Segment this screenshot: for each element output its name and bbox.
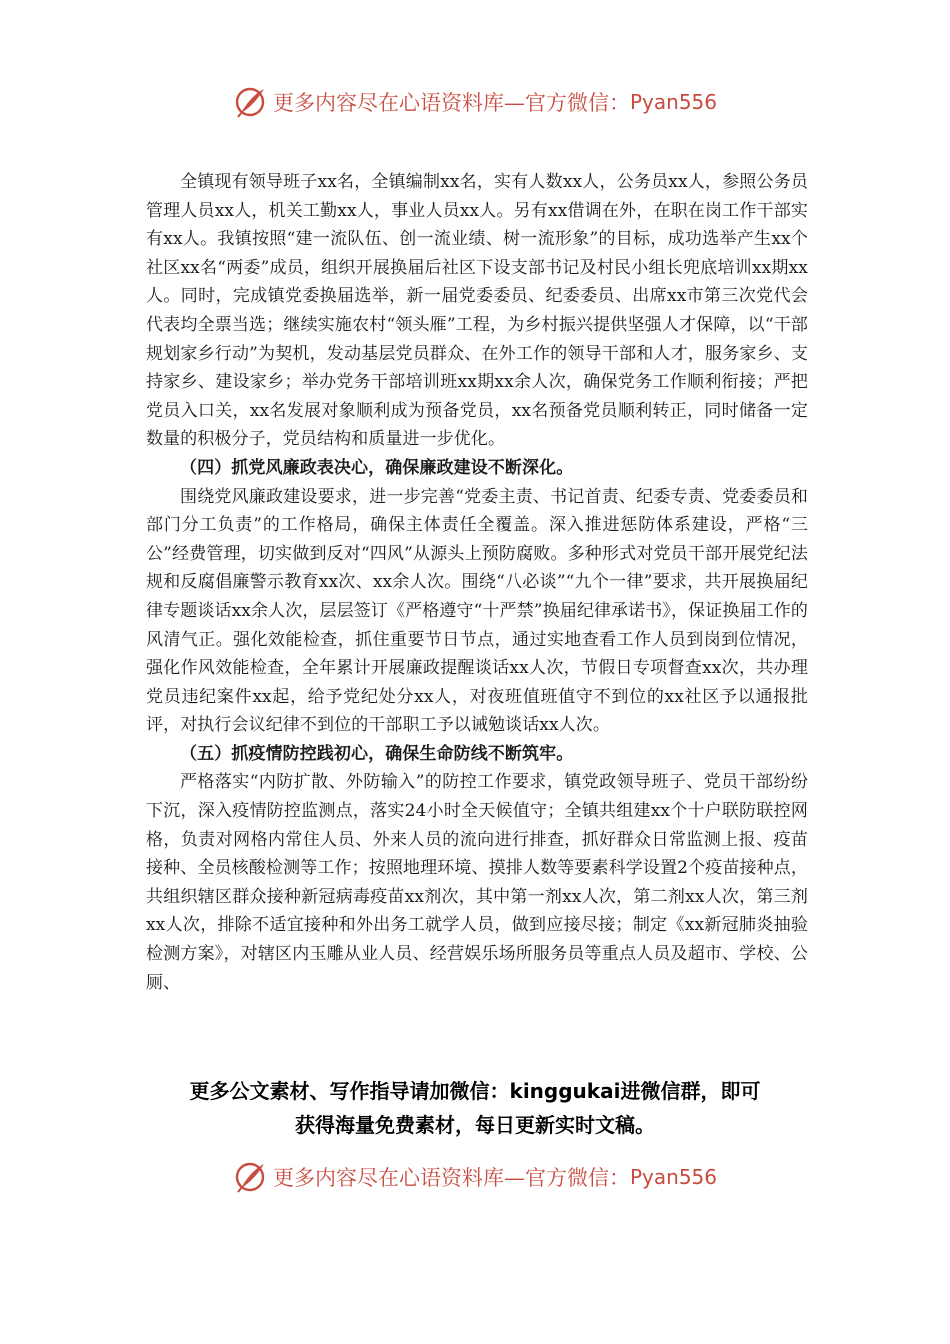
- promo-notice: [0, 1074, 950, 1142]
- section-heading: （四）抓党风廉政表决心，确保廉政建设不断深化。: [180, 457, 574, 478]
- document-body: [146, 168, 808, 997]
- wechat-id: Pyan556: [629, 90, 717, 114]
- paragraph: 全镇现有领导班子xx名，全镇编制xx名，实有人数xx人，公务员xx人，参照公务员管理人员xx人，机关工勤xx人，事业人员xx人。另有xx借调在外，在职在岗工作干部实有xx人。我镇按照“建一流队伍、创一流业绩、树一流形象”的目标，成功选举产生xx个社区xx名“两委”成员，组织开展换届后社区下设支部书记及村民小组长兜底培训xx期xx人。同时，完成镇党委换届选举，新一届党委委员、纪委委员、出席xx市第三次党代会代表均全票当选；继续实施农村“领头雁”工程，为乡村振兴提供坚强人才保障，以“干部规划家乡行动”为契机，发动基层党员群众、在外工作的领导干部和人才，服务家乡、支持家乡、建设家乡；举办党务干部培训班xx期xx余人次，确保党务工作顺利衔接；严把党员入口关，xx名发展对象顺利成为预备党员，xx名预备党员顺利转正，同时储备一定数量的积极分子，党员结构和质量进一步优化。: [146, 172, 808, 450]
- quill-pen-logo-icon: [233, 1160, 267, 1194]
- promo-line: 获得海量免费素材，每日更新实时文稿。: [295, 1113, 655, 1137]
- footer-banner: [0, 1155, 950, 1199]
- section-heading: （五）抓疫情防控践初心，确保生命防线不断筑牢。: [180, 743, 574, 764]
- quill-pen-logo-icon: [233, 85, 267, 119]
- header-banner: [0, 80, 950, 124]
- paragraph: 严格落实“内防扩散、外防输入”的防控工作要求，镇党政领导班子、党员干部纷纷下沉，深入疫情防控监测点，落实24小时全天候值守；全镇共组建xx个十户联防联控网格，负责对网格内常住人员、外来人员的流向进行排查，抓好群众日常监测上报、疫苗接种、全员核酸检测等工作；按照地理环境、摸排人数等要素科学设置2个疫苗接种点，共组织辖区群众接种新冠病毒疫苗xx剂次，其中第一剂xx人次，第二剂xx人次，第三剂xx人次，排除不适宜接种和外出务工就学人员，做到应接尽接；制定《xx新冠肺炎抽验检测方案》，对辖区内玉雕从业人员、经营娱乐场所服务员等重点人员及超市、学校、公厕、: [146, 772, 808, 993]
- banner-text: 更多内容尽在心语资料库—官方微信：: [272, 91, 630, 115]
- wechat-id: Pyan556: [629, 1165, 717, 1189]
- paragraph: 围绕党风廉政建设要求，进一步完善“党委主责、书记首责、纪委专责、党委委员和部门分工负责”的工作格局，确保主体责任全覆盖。深入推进惩防体系建设，严格“三公”经费管理，切实做到反对“四风”从源头上预防腐败。多种形式对党员干部开展党纪法规和反腐倡廉警示教育xx次、xx余人次。围绕“八必谈”“九个一律”要求，共开展换届纪律专题谈话xx余人次，层层签订《严格遵守“十严禁”换届纪律承诺书》，保证换届工作的风清气正。强化效能检查，抓住重要节日节点，通过实地查看工作人员到岗到位情况，强化作风效能检查，全年累计开展廉政提醒谈话xx人次，节假日专项督查xx次，共办理党员违纪案件xx起，给予党纪处分xx人，对夜班值班值守不到位的xx社区予以通报批评，对执行会议纪律不到位的干部职工予以诫勉谈话xx人次。: [146, 486, 808, 736]
- banner-text: 更多内容尽在心语资料库—官方微信：: [272, 1166, 630, 1190]
- promo-line: 更多公文素材、写作指导请加微信：kinggukai进微信群，即可: [189, 1079, 761, 1103]
